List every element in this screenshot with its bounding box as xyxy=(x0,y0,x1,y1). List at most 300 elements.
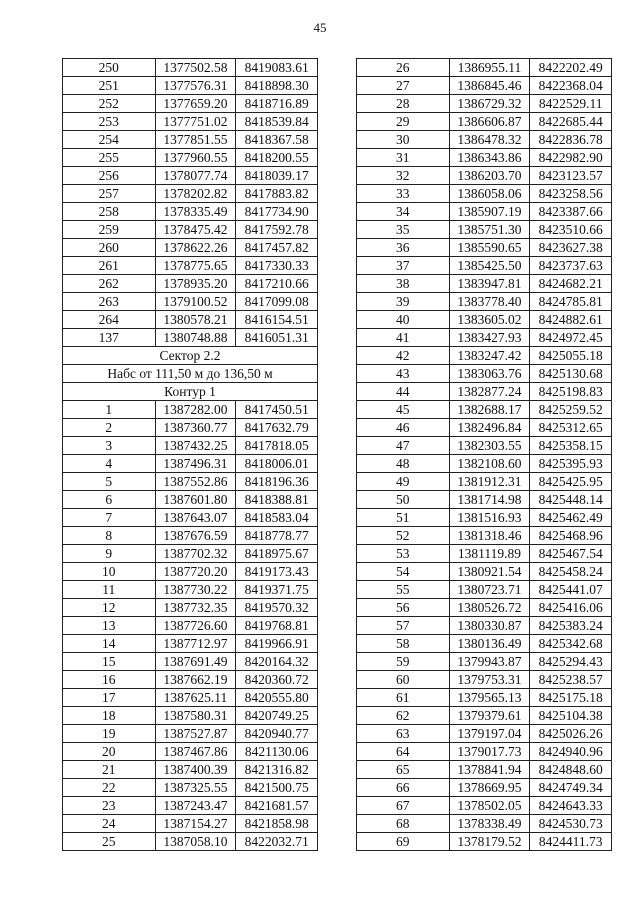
x-coordinate: 1379943.87 xyxy=(449,653,530,671)
point-number: 35 xyxy=(357,221,450,239)
y-coordinate: 8424972.45 xyxy=(530,329,612,347)
point-number: 62 xyxy=(357,707,450,725)
y-coordinate: 8425312.65 xyxy=(530,419,612,437)
table-row xyxy=(63,473,318,491)
point-number: 256 xyxy=(63,167,156,185)
table-row xyxy=(357,347,612,365)
y-coordinate: 8418006.01 xyxy=(236,455,318,473)
table-row xyxy=(63,437,318,455)
y-coordinate: 8421858.98 xyxy=(236,815,318,833)
x-coordinate: 1378935.20 xyxy=(155,275,236,293)
point-number: 58 xyxy=(357,635,450,653)
table-row xyxy=(63,527,318,545)
x-coordinate: 1378335.49 xyxy=(155,203,236,221)
point-number: 22 xyxy=(63,779,156,797)
table-row xyxy=(63,581,318,599)
table-row xyxy=(63,77,318,95)
x-coordinate: 1386606.87 xyxy=(449,113,530,131)
x-coordinate: 1386955.11 xyxy=(449,59,530,77)
point-number: 33 xyxy=(357,185,450,203)
x-coordinate: 1385907.19 xyxy=(449,203,530,221)
x-coordinate: 1387643.07 xyxy=(155,509,236,527)
point-number: 55 xyxy=(357,581,450,599)
table-row xyxy=(63,833,318,851)
x-coordinate: 1387400.39 xyxy=(155,761,236,779)
point-number: 48 xyxy=(357,455,450,473)
x-coordinate: 1381119.89 xyxy=(449,545,530,563)
y-coordinate: 8425055.18 xyxy=(530,347,612,365)
x-coordinate: 1387732.35 xyxy=(155,599,236,617)
y-coordinate: 8418367.58 xyxy=(236,131,318,149)
x-coordinate: 1379100.52 xyxy=(155,293,236,311)
table-row xyxy=(357,149,612,167)
y-coordinate: 8423510.66 xyxy=(530,221,612,239)
x-coordinate: 1377659.20 xyxy=(155,95,236,113)
table-row xyxy=(63,311,318,329)
x-coordinate: 1386058.06 xyxy=(449,185,530,203)
table-row xyxy=(63,131,318,149)
y-coordinate: 8419173.43 xyxy=(236,563,318,581)
point-number: 51 xyxy=(357,509,450,527)
y-coordinate: 8418539.84 xyxy=(236,113,318,131)
point-number: 2 xyxy=(63,419,156,437)
table-row xyxy=(63,599,318,617)
contour-title-row xyxy=(63,383,318,401)
x-coordinate: 1386845.46 xyxy=(449,77,530,95)
point-number: 28 xyxy=(357,95,450,113)
x-coordinate: 1385425.50 xyxy=(449,257,530,275)
point-number: 4 xyxy=(63,455,156,473)
sector-title: Сектор 2.2 xyxy=(63,347,318,365)
table-row xyxy=(357,203,612,221)
table-row xyxy=(63,545,318,563)
y-coordinate: 8423123.57 xyxy=(530,167,612,185)
x-coordinate: 1387496.31 xyxy=(155,455,236,473)
point-number: 56 xyxy=(357,599,450,617)
y-coordinate: 8418200.55 xyxy=(236,149,318,167)
y-coordinate: 8423387.66 xyxy=(530,203,612,221)
point-number: 251 xyxy=(63,77,156,95)
y-coordinate: 8425468.96 xyxy=(530,527,612,545)
point-number: 36 xyxy=(357,239,450,257)
x-coordinate: 1387691.49 xyxy=(155,653,236,671)
contour-title: Контур 1 xyxy=(63,383,318,401)
point-number: 68 xyxy=(357,815,450,833)
right-coordinates-table xyxy=(356,58,612,851)
y-coordinate: 8423737.63 xyxy=(530,257,612,275)
point-number: 32 xyxy=(357,167,450,185)
point-number: 63 xyxy=(357,725,450,743)
y-coordinate: 8421316.82 xyxy=(236,761,318,779)
point-number: 57 xyxy=(357,617,450,635)
y-coordinate: 8425026.26 xyxy=(530,725,612,743)
x-coordinate: 1380723.71 xyxy=(449,581,530,599)
x-coordinate: 1387720.20 xyxy=(155,563,236,581)
point-number: 31 xyxy=(357,149,450,167)
table-row xyxy=(357,401,612,419)
x-coordinate: 1380921.54 xyxy=(449,563,530,581)
point-number: 257 xyxy=(63,185,156,203)
x-coordinate: 1386729.32 xyxy=(449,95,530,113)
y-coordinate: 8424940.96 xyxy=(530,743,612,761)
sector-range-row xyxy=(63,365,318,383)
y-coordinate: 8425395.93 xyxy=(530,455,612,473)
y-coordinate: 8417883.82 xyxy=(236,185,318,203)
x-coordinate: 1381714.98 xyxy=(449,491,530,509)
x-coordinate: 1387527.87 xyxy=(155,725,236,743)
x-coordinate: 1380526.72 xyxy=(449,599,530,617)
x-coordinate: 1387360.77 xyxy=(155,419,236,437)
y-coordinate: 8424643.33 xyxy=(530,797,612,815)
y-coordinate: 8420555.80 xyxy=(236,689,318,707)
x-coordinate: 1380748.88 xyxy=(155,329,236,347)
table-row xyxy=(357,167,612,185)
x-coordinate: 1387702.32 xyxy=(155,545,236,563)
table-row xyxy=(63,743,318,761)
table-row xyxy=(63,761,318,779)
y-coordinate: 8422685.44 xyxy=(530,113,612,131)
table-row xyxy=(63,635,318,653)
point-number: 15 xyxy=(63,653,156,671)
table-row xyxy=(63,653,318,671)
point-number: 42 xyxy=(357,347,450,365)
x-coordinate: 1383427.93 xyxy=(449,329,530,347)
point-number: 262 xyxy=(63,275,156,293)
x-coordinate: 1387625.11 xyxy=(155,689,236,707)
table-row xyxy=(63,725,318,743)
point-number: 18 xyxy=(63,707,156,725)
x-coordinate: 1386343.86 xyxy=(449,149,530,167)
table-row xyxy=(357,635,612,653)
table-row xyxy=(357,581,612,599)
x-coordinate: 1379197.04 xyxy=(449,725,530,743)
y-coordinate: 8422202.49 xyxy=(530,59,612,77)
x-coordinate: 1387282.00 xyxy=(155,401,236,419)
table-row xyxy=(357,491,612,509)
y-coordinate: 8418778.77 xyxy=(236,527,318,545)
y-coordinate: 8425104.38 xyxy=(530,707,612,725)
y-coordinate: 8423258.56 xyxy=(530,185,612,203)
sector-range: Набс от 111,50 м до 136,50 м xyxy=(63,365,318,383)
point-number: 50 xyxy=(357,491,450,509)
x-coordinate: 1377576.31 xyxy=(155,77,236,95)
y-coordinate: 8425294.43 xyxy=(530,653,612,671)
table-row xyxy=(357,833,612,851)
x-coordinate: 1387676.59 xyxy=(155,527,236,545)
point-number: 45 xyxy=(357,401,450,419)
y-coordinate: 8418583.04 xyxy=(236,509,318,527)
point-number: 6 xyxy=(63,491,156,509)
table-row xyxy=(357,311,612,329)
x-coordinate: 1378475.42 xyxy=(155,221,236,239)
table-row xyxy=(63,401,318,419)
point-number: 37 xyxy=(357,257,450,275)
table-row xyxy=(357,59,612,77)
point-number: 20 xyxy=(63,743,156,761)
y-coordinate: 8424682.21 xyxy=(530,275,612,293)
x-coordinate: 1387552.86 xyxy=(155,473,236,491)
y-coordinate: 8417457.82 xyxy=(236,239,318,257)
y-coordinate: 8418716.89 xyxy=(236,95,318,113)
x-coordinate: 1382688.17 xyxy=(449,401,530,419)
x-coordinate: 1380578.21 xyxy=(155,311,236,329)
point-number: 1 xyxy=(63,401,156,419)
y-coordinate: 8421130.06 xyxy=(236,743,318,761)
table-row xyxy=(357,779,612,797)
table-row xyxy=(357,617,612,635)
y-coordinate: 8425458.24 xyxy=(530,563,612,581)
table-row xyxy=(357,545,612,563)
point-number: 65 xyxy=(357,761,450,779)
point-number: 9 xyxy=(63,545,156,563)
table-row xyxy=(357,437,612,455)
table-row xyxy=(63,419,318,437)
y-coordinate: 8420749.25 xyxy=(236,707,318,725)
point-number: 30 xyxy=(357,131,450,149)
x-coordinate: 1378179.52 xyxy=(449,833,530,851)
y-coordinate: 8417099.08 xyxy=(236,293,318,311)
table-row xyxy=(357,707,612,725)
table-row xyxy=(357,509,612,527)
y-coordinate: 8419966.91 xyxy=(236,635,318,653)
y-coordinate: 8424785.81 xyxy=(530,293,612,311)
y-coordinate: 8425175.18 xyxy=(530,689,612,707)
x-coordinate: 1378775.65 xyxy=(155,257,236,275)
table-row xyxy=(63,329,318,347)
x-coordinate: 1383063.76 xyxy=(449,365,530,383)
table-row xyxy=(63,275,318,293)
y-coordinate: 8419083.61 xyxy=(236,59,318,77)
x-coordinate: 1377751.02 xyxy=(155,113,236,131)
y-coordinate: 8422836.78 xyxy=(530,131,612,149)
table-row xyxy=(357,419,612,437)
y-coordinate: 8425416.06 xyxy=(530,599,612,617)
table-row xyxy=(357,761,612,779)
x-coordinate: 1378622.26 xyxy=(155,239,236,257)
point-number: 252 xyxy=(63,95,156,113)
table-row xyxy=(357,743,612,761)
point-number: 52 xyxy=(357,527,450,545)
table-row xyxy=(63,689,318,707)
point-number: 34 xyxy=(357,203,450,221)
point-number: 54 xyxy=(357,563,450,581)
table-row xyxy=(357,473,612,491)
x-coordinate: 1378502.05 xyxy=(449,797,530,815)
y-coordinate: 8418975.67 xyxy=(236,545,318,563)
point-number: 60 xyxy=(357,671,450,689)
table-row xyxy=(63,185,318,203)
table-row xyxy=(357,815,612,833)
x-coordinate: 1387601.80 xyxy=(155,491,236,509)
table-row xyxy=(63,815,318,833)
y-coordinate: 8417210.66 xyxy=(236,275,318,293)
y-coordinate: 8425358.15 xyxy=(530,437,612,455)
x-coordinate: 1386478.32 xyxy=(449,131,530,149)
y-coordinate: 8417818.05 xyxy=(236,437,318,455)
point-number: 253 xyxy=(63,113,156,131)
table-row xyxy=(63,239,318,257)
x-coordinate: 1378338.49 xyxy=(449,815,530,833)
table-row xyxy=(63,203,318,221)
y-coordinate: 8417450.51 xyxy=(236,401,318,419)
y-coordinate: 8417330.33 xyxy=(236,257,318,275)
table-row xyxy=(357,239,612,257)
point-number: 69 xyxy=(357,833,450,851)
table-row xyxy=(357,95,612,113)
x-coordinate: 1378841.94 xyxy=(449,761,530,779)
table-row xyxy=(357,383,612,401)
x-coordinate: 1387058.10 xyxy=(155,833,236,851)
table-row xyxy=(63,59,318,77)
y-coordinate: 8418388.81 xyxy=(236,491,318,509)
y-coordinate: 8424530.73 xyxy=(530,815,612,833)
y-coordinate: 8420164.32 xyxy=(236,653,318,671)
point-number: 17 xyxy=(63,689,156,707)
y-coordinate: 8425448.14 xyxy=(530,491,612,509)
y-coordinate: 8425259.52 xyxy=(530,401,612,419)
y-coordinate: 8417632.79 xyxy=(236,419,318,437)
point-number: 12 xyxy=(63,599,156,617)
x-coordinate: 1379565.13 xyxy=(449,689,530,707)
table-row xyxy=(357,653,612,671)
table-row xyxy=(357,563,612,581)
point-number: 46 xyxy=(357,419,450,437)
x-coordinate: 1387726.60 xyxy=(155,617,236,635)
y-coordinate: 8423627.38 xyxy=(530,239,612,257)
x-coordinate: 1380330.87 xyxy=(449,617,530,635)
table-row xyxy=(357,275,612,293)
point-number: 7 xyxy=(63,509,156,527)
x-coordinate: 1387730.22 xyxy=(155,581,236,599)
point-number: 250 xyxy=(63,59,156,77)
y-coordinate: 8424411.73 xyxy=(530,833,612,851)
table-row xyxy=(357,365,612,383)
table-row xyxy=(63,491,318,509)
y-coordinate: 8418898.30 xyxy=(236,77,318,95)
table-row xyxy=(63,95,318,113)
x-coordinate: 1382108.60 xyxy=(449,455,530,473)
table-row xyxy=(357,257,612,275)
point-number: 259 xyxy=(63,221,156,239)
x-coordinate: 1385590.65 xyxy=(449,239,530,257)
y-coordinate: 8425425.95 xyxy=(530,473,612,491)
x-coordinate: 1381318.46 xyxy=(449,527,530,545)
table-row xyxy=(63,113,318,131)
point-number: 66 xyxy=(357,779,450,797)
point-number: 44 xyxy=(357,383,450,401)
y-coordinate: 8425462.49 xyxy=(530,509,612,527)
x-coordinate: 1378077.74 xyxy=(155,167,236,185)
point-number: 59 xyxy=(357,653,450,671)
x-coordinate: 1386203.70 xyxy=(449,167,530,185)
x-coordinate: 1387580.31 xyxy=(155,707,236,725)
point-number: 24 xyxy=(63,815,156,833)
y-coordinate: 8425198.83 xyxy=(530,383,612,401)
point-number: 254 xyxy=(63,131,156,149)
y-coordinate: 8419768.81 xyxy=(236,617,318,635)
y-coordinate: 8425441.07 xyxy=(530,581,612,599)
y-coordinate: 8416154.51 xyxy=(236,311,318,329)
y-coordinate: 8425238.57 xyxy=(530,671,612,689)
x-coordinate: 1383605.02 xyxy=(449,311,530,329)
table-row xyxy=(63,293,318,311)
x-coordinate: 1381516.93 xyxy=(449,509,530,527)
table-row xyxy=(357,131,612,149)
y-coordinate: 8421500.75 xyxy=(236,779,318,797)
x-coordinate: 1382303.55 xyxy=(449,437,530,455)
y-coordinate: 8424848.60 xyxy=(530,761,612,779)
x-coordinate: 1382877.24 xyxy=(449,383,530,401)
sector-title-row xyxy=(63,347,318,365)
x-coordinate: 1379379.61 xyxy=(449,707,530,725)
table-row xyxy=(63,779,318,797)
table-row xyxy=(63,617,318,635)
table-row xyxy=(63,149,318,167)
left-coordinates-table xyxy=(62,58,318,851)
point-number: 260 xyxy=(63,239,156,257)
point-number: 38 xyxy=(357,275,450,293)
y-coordinate: 8425467.54 xyxy=(530,545,612,563)
table-row xyxy=(63,509,318,527)
point-number: 49 xyxy=(357,473,450,491)
table-row xyxy=(63,221,318,239)
table-row xyxy=(63,707,318,725)
table-row xyxy=(63,167,318,185)
table-row xyxy=(357,527,612,545)
y-coordinate: 8420940.77 xyxy=(236,725,318,743)
point-number: 19 xyxy=(63,725,156,743)
y-coordinate: 8419570.32 xyxy=(236,599,318,617)
x-coordinate: 1387154.27 xyxy=(155,815,236,833)
x-coordinate: 1385751.30 xyxy=(449,221,530,239)
point-number: 39 xyxy=(357,293,450,311)
point-number: 16 xyxy=(63,671,156,689)
y-coordinate: 8419371.75 xyxy=(236,581,318,599)
x-coordinate: 1387467.86 xyxy=(155,743,236,761)
table-row xyxy=(357,599,612,617)
x-coordinate: 1378202.82 xyxy=(155,185,236,203)
point-number: 64 xyxy=(357,743,450,761)
y-coordinate: 8422032.71 xyxy=(236,833,318,851)
point-number: 8 xyxy=(63,527,156,545)
x-coordinate: 1387243.47 xyxy=(155,797,236,815)
y-coordinate: 8418196.36 xyxy=(236,473,318,491)
y-coordinate: 8420360.72 xyxy=(236,671,318,689)
y-coordinate: 8422368.04 xyxy=(530,77,612,95)
x-coordinate: 1387662.19 xyxy=(155,671,236,689)
point-number: 261 xyxy=(63,257,156,275)
table-row xyxy=(357,185,612,203)
table-row xyxy=(357,797,612,815)
point-number: 26 xyxy=(357,59,450,77)
point-number: 14 xyxy=(63,635,156,653)
point-number: 29 xyxy=(357,113,450,131)
x-coordinate: 1377960.55 xyxy=(155,149,236,167)
x-coordinate: 1387712.97 xyxy=(155,635,236,653)
y-coordinate: 8425383.24 xyxy=(530,617,612,635)
point-number: 23 xyxy=(63,797,156,815)
point-number: 13 xyxy=(63,617,156,635)
point-number: 137 xyxy=(63,329,156,347)
y-coordinate: 8422529.11 xyxy=(530,95,612,113)
table-row xyxy=(357,725,612,743)
table-row xyxy=(357,221,612,239)
point-number: 53 xyxy=(357,545,450,563)
point-number: 43 xyxy=(357,365,450,383)
y-coordinate: 8417592.78 xyxy=(236,221,318,239)
x-coordinate: 1378669.95 xyxy=(449,779,530,797)
table-row xyxy=(63,563,318,581)
